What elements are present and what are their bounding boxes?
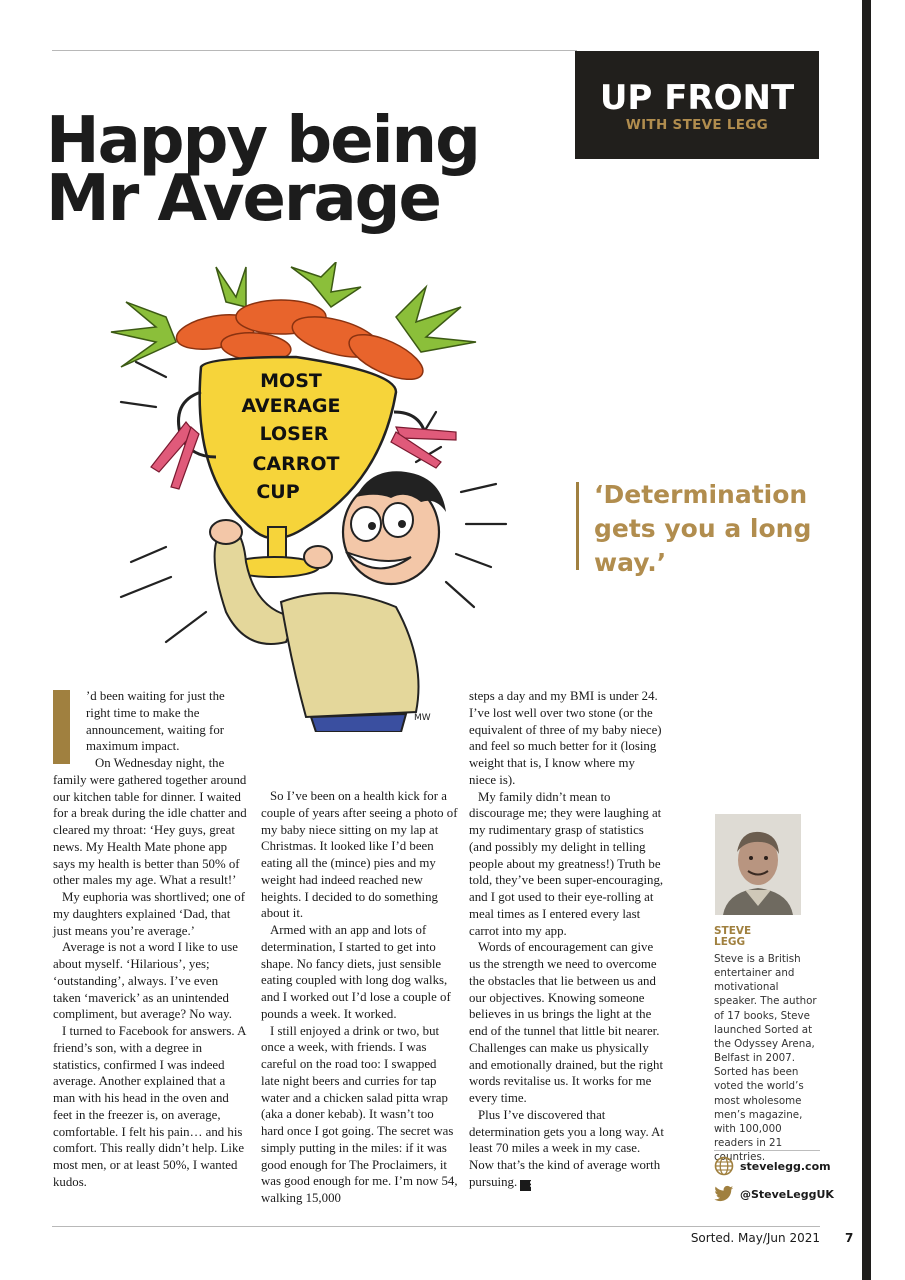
end-mark-icon: S [520,1180,531,1191]
final-paragraph: Plus I’ve discovered that determination gets you a long way. At least 70 miles a week in my case. Now that’s the kind of average worth pursuing. [469,1107,664,1189]
article-paragraph-rest: family were gathered together around our kitchen table for dinner. I waited for a break during the idle chatter and cleared my throat: ‘Hey guys, great news. My Health Mate phone app says my health is better than 50% of other males my age. What a result!’ [53,772,247,888]
article-paragraph: Armed with an app and lots of determination, I started to get into shape. No fancy diets, just sensible eating coupled with long dog walks, and I worked out I’d lose a couple of pounds a week. It worked. [261,923,451,1021]
article-paragraph: My family didn’t mean to discourage me; they were laughing at my rudimentary grasp of statistics (and possibly my delight in telling people about my greatness!) Truth be told, they’ve been super-encouraging, and I got used to their eye-rolling at meal times as I entered every last carrot into my app. [469,789,664,938]
article-paragraph: My euphoria was shortlived; one of my daughters explained ‘Dad, that just means you’re average.’ [53,890,245,938]
trophy-cartoon-illustration [96,262,536,732]
article-paragraph: I turned to Facebook for answers. A friend’s son, with a degree in statistics, confirmed I was indeed average. Another explained that a man with his head in the oven and feet in the freezer is, on average, comfortable. I felt his pain… and his comfort. This really didn’t help. Like most men, or at least 50%, I wanted kudos. [53,1024,246,1189]
twitter-handle: @SteveLeggUK [740,1187,834,1201]
website-link[interactable] [714,1156,831,1176]
man-left-hand [210,520,242,544]
trophy-line: CARROT [252,453,340,475]
article-paragraph: On Wednesday night, the family were gathered together around our kitchen table for dinner. I waited for a break during the idle chatter and cleared my throat: ‘Hey guys, great news. My Health Mate phone app says my health is better than 50% of other males my age. What a result!’ [53,756,247,888]
trophy-line: MOST [260,370,322,392]
footer-magazine-issue: Sorted. May/Jun 2021 [690,1231,820,1245]
twitter-bird-icon [714,1185,734,1203]
section-header [575,51,819,159]
article-paragraph: ’d been waiting for just the right time to make the announcement, waiting for maximum impact. [86,689,225,754]
article-paragraph: Average is not a word I like to use about myself. ‘Hilarious’, yes; ‘outstanding’, always. I’ve even taken ‘maverick’ as an unintended compliment, but average? No way. [53,940,238,1022]
article-paragraph [469,1107,665,1191]
author-first-name: STEVE [714,925,752,937]
man-shirt [281,593,419,717]
twitter-link[interactable] [714,1184,834,1204]
author-name [714,926,804,948]
footer-rule [52,1226,820,1227]
author-photo [715,814,801,915]
article-paragraph: I still enjoyed a drink or two, but once a week, with friends. I was careful on the road too: I swapped late night beers and curries for tap water and a chicken salad pitta wrap (aka a doner kebab). It wasn’t too hard once I got going. The secret was simply putting in the miles: if it was good enough for The Proclaimers, it was good enough for me. I’m now 54, walking 15,000 [261,1023,458,1205]
bio-divider [714,1150,820,1151]
website-text: stevelegg.com [740,1159,831,1173]
artist-signature: MW [414,713,431,723]
article-column-1 [53,688,247,1191]
page-number: 7 [845,1231,854,1245]
author-bio: Steve is a British entertainer and motivational speaker. The author of 17 books, Steve launched Sorted at the Odyssey Arena, Belfast in 2007. Sorted has been voted the world’s most wholesome men’s magazine, with 100,000 readers in 21 countries. [714,953,817,1164]
article-column-3 [469,688,665,1191]
author-last-name: LEGG [714,936,746,948]
section-title: UP FRONT [599,78,795,118]
article-column-2 [261,788,458,1207]
article-paragraph: Words of encouragement can give us the strength we need to overcome the obstacles that lie between us and our objectives. Knowing someone believes in us brings the light at the end of the tunnel that little bit nearer. Challenges can make us physically and emotionally drained, but the right words revitalise us. It works for me every time. [469,940,664,1105]
pull-quote-bar [576,482,579,570]
trophy-line: CUP [256,481,300,503]
top-rule [52,50,577,51]
headline: Happy being Mr Average [46,104,479,236]
trophy-line: AVERAGE [241,395,341,417]
globe-icon [714,1156,734,1176]
article-paragraph: steps a day and my BMI is under 24. I’ve lost well over two stone (or the equivalent of three of my baby niece) and feel so much better for it (losing weight that is, I know where my niece is). [469,689,662,787]
section-subtitle: WITH STEVE LEGG [625,117,769,133]
trophy-line: LOSER [259,423,329,445]
man-right-hand [304,546,332,568]
page-edge-bar [862,0,871,1280]
pull-quote: ‘Determination gets you a long way.’ [594,480,812,577]
article-paragraph: So I’ve been on a health kick for a couple of years after seeing a photo of my baby niece sitting on my lap at Christmas. It looked like I’d been eating all the (mince) pies and my weight had indeed reached new heights. I decided to do something about it. [261,789,458,921]
